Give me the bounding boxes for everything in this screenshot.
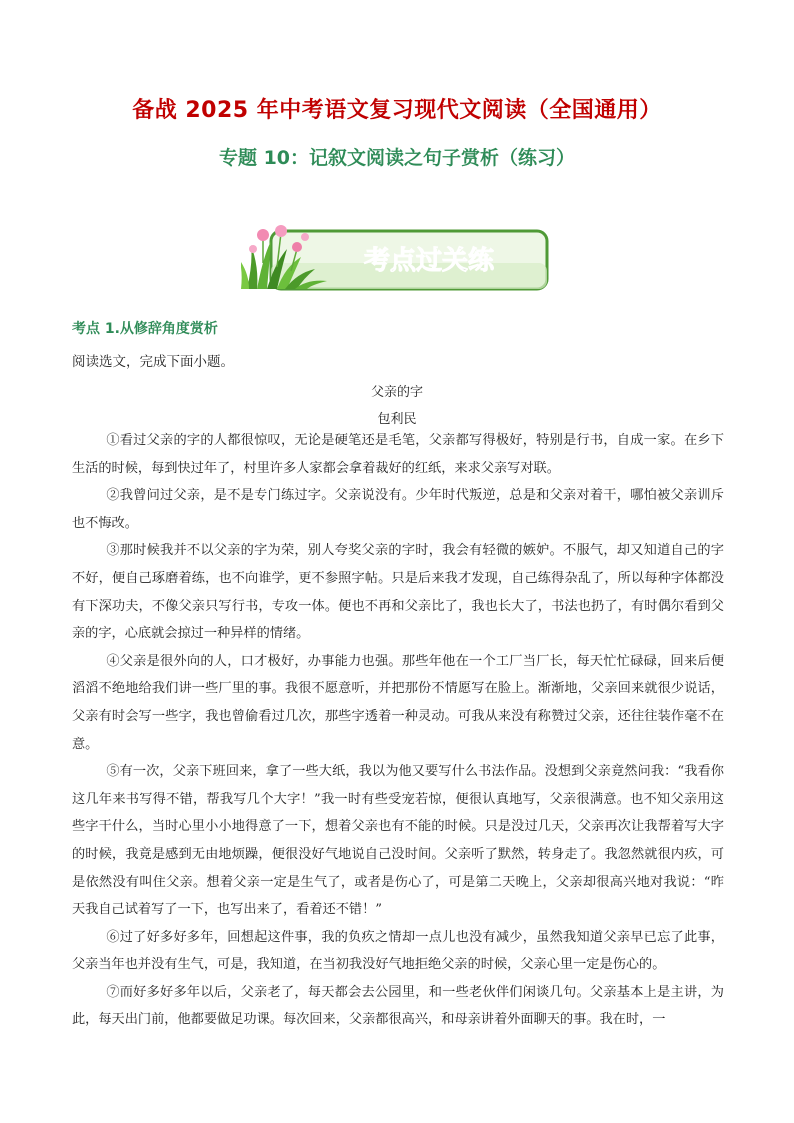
paragraph: ③那时候我并不以父亲的字为荣，别人夸奖父亲的字时，我会有轻微的嫉妒。不服气，却又知道自己的字不好，便自己琢磨着练，也不向谁学，更不参照字帖。只是后来我才发现，自己练得杂乱了，所以每种字体都没有下深功夫，不像父亲只写行书，专攻一体。便也不再和父亲比了，我也长大了，书法也扔了，有时偶尔看到父亲的字，心底就会掠过一种异样的情绪。 — [72, 543, 724, 642]
paragraph: ⑥过了好多好多年，回想起这件事，我的负疚之情却一点儿也没有减少，虽然我知道父亲早已忘了此事，父亲当年也并没有生气，可是，我知道，在当初我没好气地拒绝父亲的时候，父亲心里一定是伤心的。 — [72, 929, 724, 973]
document-title: 备战 2025 年中考语文复习现代文阅读（全国通用） — [132, 98, 662, 123]
banner-graphic — [241, 223, 551, 293]
instruction-text: 阅读选文，完成下面小题。 — [72, 354, 234, 370]
paragraph: ④父亲是很外向的人，口才极好，办事能力也强。那些年他在一个工厂当厂长，每天忙忙碌碌，回来后便滔滔不绝地给我们讲一些厂里的事。我很不愿意听，并把那份不情愿写在脸上。渐渐地，父亲回来就很少说话，父亲有时会写一些字，我也曾偷看过几次，那些字透着一种灵动。可我从来没有称赞过父亲，还往往装作毫不在意。 — [72, 653, 724, 752]
article-title: 父亲的字 — [370, 385, 423, 400]
paragraph: ⑦而好多好多年以后，父亲老了，每天都会去公园里，和一些老伙伴们闲谈几句。父亲基本上是主讲，为此，每天出门前，他都要做足功课。每次回来，父亲都很高兴，和母亲讲着外面聊天的事。我在时，一 — [72, 984, 724, 1028]
section-banner — [241, 223, 551, 293]
article-body — [72, 427, 724, 1034]
paragraph: ⑤有一次，父亲下班回来，拿了一些大纸，我以为他又要写什么书法作品。没想到父亲竟然问我：“我看你这几年来书写得不错，帮我写几个大字！”我一时有些受宠若惊，便很认真地写，父亲很满意。也不知父亲用这些字干什么，当时心里小小地得意了一下，想着父亲也有不能的时候。只是没过几天，父亲再次让我帮着写大字的时候，我竟是感到无由地烦躁，便很没好气地说自己没时间。父亲听了默然，转身走了。我忽然就很内疚，可是依然没有叫住父亲。想着父亲一定是生气了，或者是伤心了，可是第二天晚上，父亲却很高兴地对我说：“昨天我自己试着写了一下，也写出来了，看着还不错！” — [72, 764, 724, 918]
paragraph: ②我曾问过父亲，是不是专门练过字。父亲说没有。少年时代叛逆，总是和父亲对着干，哪怕被父亲训斥也不悔改。 — [72, 488, 724, 531]
document-subtitle: 专题 10：记叙文阅读之句子赏析（练习） — [218, 147, 576, 169]
banner-label: 考点过关练 — [363, 246, 495, 276]
article-author: 包利民 — [377, 412, 417, 427]
section-heading: 考点 1.从修辞角度赏析 — [72, 321, 218, 337]
paragraph: ①看过父亲的字的人都很惊叹，无论是硬笔还是毛笔，父亲都写得极好，特别是行书，自成一家。在乡下生活的时候，每到快过年了，村里许多人家都会拿着裁好的红纸，来求父亲写对联。 — [72, 433, 724, 476]
